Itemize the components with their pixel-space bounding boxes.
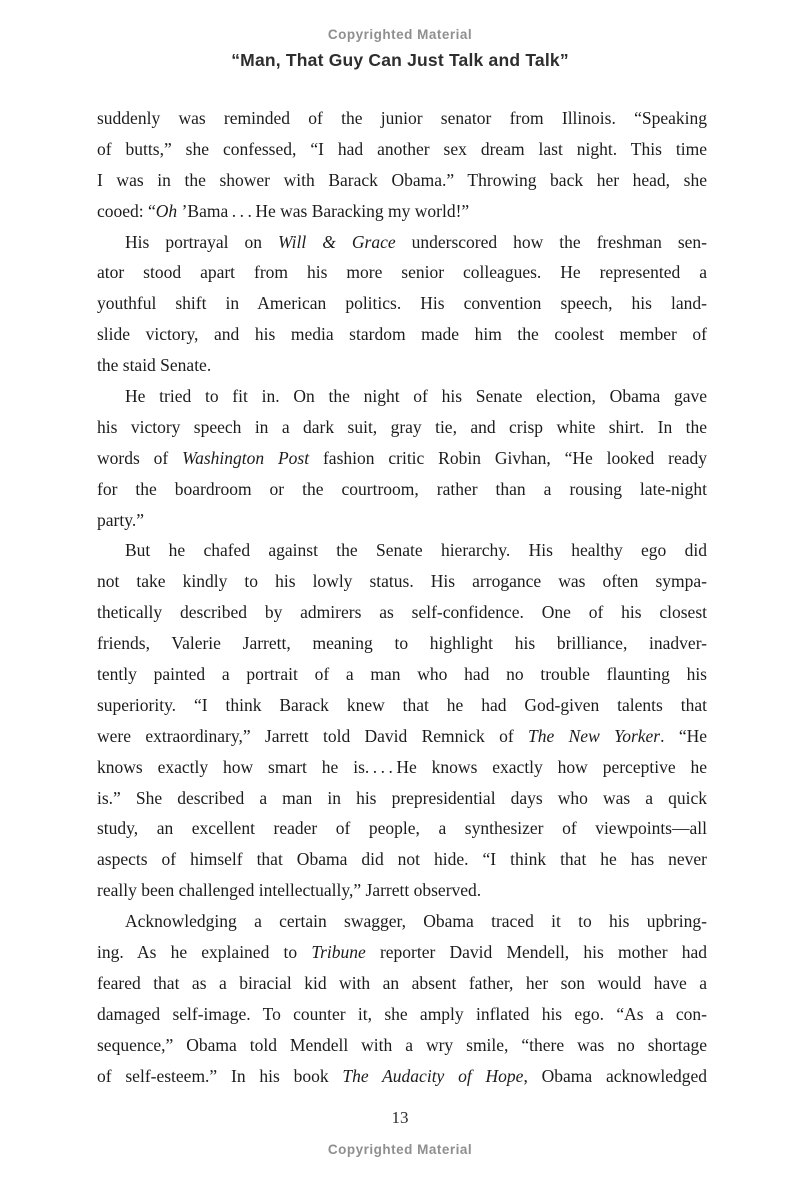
text-line: His portrayal on Will & Grace underscored how the freshman sen-: [125, 231, 707, 252]
text-line: Acknowledging a certain swagger, Obama traced it to his upbring-: [125, 911, 707, 932]
text-line: I was in the shower with Barack Obama.” Throwing back her head, she: [97, 169, 707, 190]
paragraph: [97, 906, 707, 1091]
text-line: really been challenged intellectually,” Jarrett observed.: [97, 880, 482, 901]
text-line: not take kindly to his lowly status. His arrogance was often sympa-: [97, 571, 707, 592]
text-line: youthful shift in American politics. His convention speech, his land-: [97, 293, 707, 314]
text-line: were extraordinary,” Jarrett told David Remnick of The New Yorker. “He: [97, 725, 707, 746]
text-line: words of Washington Post fashion critic Robin Givhan, “He looked ready: [97, 447, 708, 468]
text-line: He tried to fit in. On the night of his Senate election, Obama gave: [125, 386, 707, 407]
paragraph: [97, 381, 707, 535]
text-line: superiority. “I think Barack knew that he had God-given talents that: [97, 694, 707, 715]
text-line: is.” She described a man in his prepresidential days who was a quick: [97, 787, 707, 808]
paragraph: [97, 227, 707, 381]
text-line: his victory speech in a dark suit, gray tie, and crisp white shirt. In the: [97, 416, 707, 437]
text-line: aspects of himself that Obama did not hide. “I think that he has never: [97, 849, 707, 870]
text-line: friends, Valerie Jarrett, meaning to highlight his brilliance, inadver-: [97, 633, 707, 654]
text-line: ing. As he explained to Tribune reporter David Mendell, his mother had: [97, 942, 707, 963]
text-line: of self-esteem.” In his book The Audacity of Hope, Obama acknowledged: [97, 1065, 708, 1086]
text-line: slide victory, and his media stardom made him the coolest member of: [97, 324, 707, 345]
paragraph: [97, 535, 707, 906]
text-line: damaged self-image. To counter it, she amply inflated his ego. “As a con-: [97, 1003, 707, 1024]
text-line: sequence,” Obama told Mendell with a wry smile, “there was no shortage: [97, 1034, 707, 1055]
page-header-title: “Man, That Guy Can Just Talk and Talk”: [231, 50, 569, 70]
text-line: party.”: [97, 509, 144, 530]
body-text: [97, 103, 707, 1092]
paragraph: [97, 103, 707, 227]
text-line: of butts,” she confessed, “I had another sex dream last night. This time: [97, 138, 707, 159]
text-line: feared that as a biracial kid with an absent father, her son would have a: [97, 972, 707, 993]
text-line: But he chafed against the Senate hierarchy. His healthy ego did: [125, 540, 707, 561]
text-line: ator stood apart from his more senior colleagues. He represented a: [97, 262, 707, 283]
text-line: study, an excellent reader of people, a synthesizer of viewpoints—all: [97, 818, 707, 839]
text-line: for the boardroom or the courtroom, rather than a rousing late-night: [97, 478, 707, 499]
text-line: knows exactly how smart he is. . . . He knows exactly how perceptive he: [97, 756, 707, 777]
copyright-notice-bottom: Copyrighted Material: [327, 1141, 473, 1157]
text-line: the staid Senate.: [97, 355, 212, 376]
text-line: thetically described by admirers as self-confidence. One of his closest: [97, 602, 707, 623]
text-line: tently painted a portrait of a man who had no trouble flaunting his: [97, 664, 707, 685]
text-line: cooed: “Oh ’Bama . . . He was Baracking my world!”: [97, 200, 470, 221]
text-line: suddenly was reminded of the junior senator from Illinois. “Speaking: [97, 108, 707, 128]
copyright-notice-top: Copyrighted Material: [327, 27, 473, 42]
page-number: 13: [391, 1107, 409, 1127]
